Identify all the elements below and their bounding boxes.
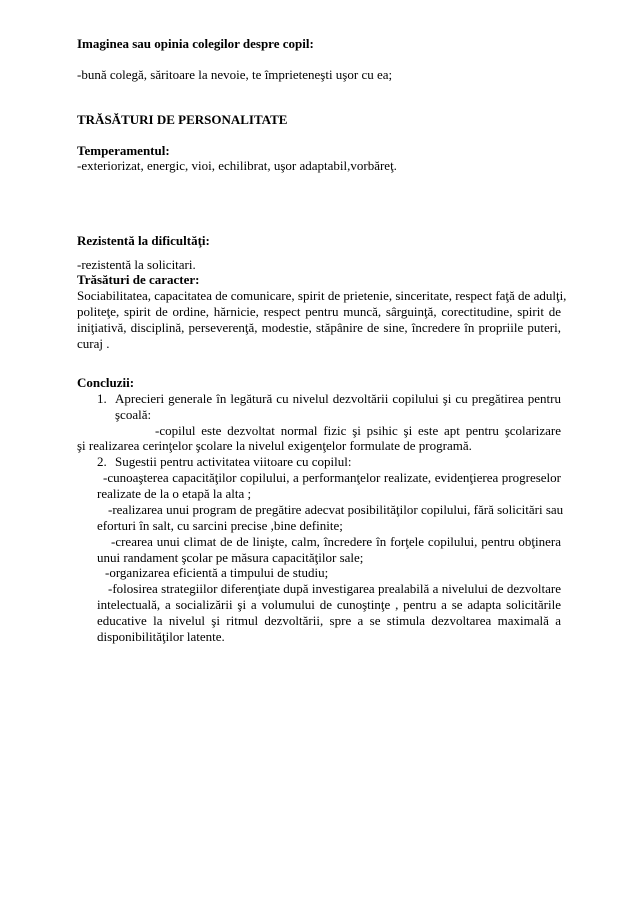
suggestion-line: intelectuală, a socializării şi a volumului de cunoştinţe , pentru a se adapta solicitările xyxy=(97,597,561,612)
suggestion-line: unui randament şcolar pe măsura capacităţilor sale; xyxy=(97,550,364,565)
conclusion-item1-line: Aprecieri generale în legătură cu nivelul dezvoltării copilului şi cu pregătirea pentru xyxy=(115,391,561,406)
character-line: politeţe, spirit de ordine, hărnicie, respect pentru muncă, sârguinţă, corectitudine, spirit de xyxy=(77,304,561,319)
character-line: iniţiativă, disciplină, perseverenţă, modestie, stăpânire de sine, încredere în propriile puteri, xyxy=(77,320,561,335)
conclusion-item1-line: şcoală: xyxy=(115,407,152,422)
conclusion-item1-detail: şi realizarea cerinţelor şcolare la nivelul exigenţelor formulate de programă. xyxy=(77,438,472,453)
opinion-heading: Imaginea sau opinia colegilor despre copil: xyxy=(77,36,314,51)
opinion-text: -bună colegă, săritoare la nevoie, te împrieteneşti uşor cu ea; xyxy=(77,67,393,82)
temperament-heading: Temperamentul: xyxy=(77,143,170,158)
suggestion-line: -crearea unui climat de de linişte, calm, încredere în forţele copilului, pentru obţinera xyxy=(111,534,561,549)
resistance-text: -rezistentă la solicitari. xyxy=(77,257,196,272)
suggestion-line: eforturi în salt, cu sarcini precise ,bine definite; xyxy=(97,518,343,533)
suggestion-line: -folosirea strategiilor diferenţiate după investigarea prealabilă a nivelului de dezvoltare xyxy=(108,581,561,596)
conclusion-item1-detail: -copilul este dezvoltat normal fizic şi psihic şi este apt pentru şcolarizare xyxy=(155,423,561,438)
conclusion-item2-title: Sugestii pentru activitatea viitoare cu copilul: xyxy=(115,454,352,469)
list-number: 1. xyxy=(97,391,107,406)
suggestion-line: -realizarea unui program de pregătire adecvat posibilităţilor copilului, fără solicitări sau xyxy=(108,502,564,517)
list-number: 2. xyxy=(97,454,107,469)
suggestion-line: -organizarea eficientă a timpului de studiu; xyxy=(105,565,329,580)
resistance-heading: Rezistentă la dificultăţi: xyxy=(77,233,210,248)
suggestion-line: -cunoaşterea capacităţilor copilului, a performanţelor realizate, evidenţierea progreselor xyxy=(103,470,561,485)
temperament-text: -exteriorizat, energic, vioi, echilibrat, uşor adaptabil,vorbăreţ. xyxy=(77,158,397,173)
character-heading: Trăsături de caracter: xyxy=(77,272,200,287)
personality-heading: TRĂSĂTURI DE PERSONALITATE xyxy=(77,112,288,127)
conclusions-heading: Concluzii: xyxy=(77,375,135,390)
character-line: Sociabilitatea, capacitatea de comunicare, spirit de prietenie, sinceritate, respect faţă de adulţi, xyxy=(77,288,567,303)
suggestion-line: realizate de la o etapă la alta ; xyxy=(97,486,252,501)
suggestion-line: disponibilităţilor latente. xyxy=(97,629,225,644)
suggestion-line: educative la nivelul şi ritmul dezvoltării, spre a se stimula dezvoltarea maximală a xyxy=(97,613,561,628)
character-line: curaj . xyxy=(77,336,110,351)
